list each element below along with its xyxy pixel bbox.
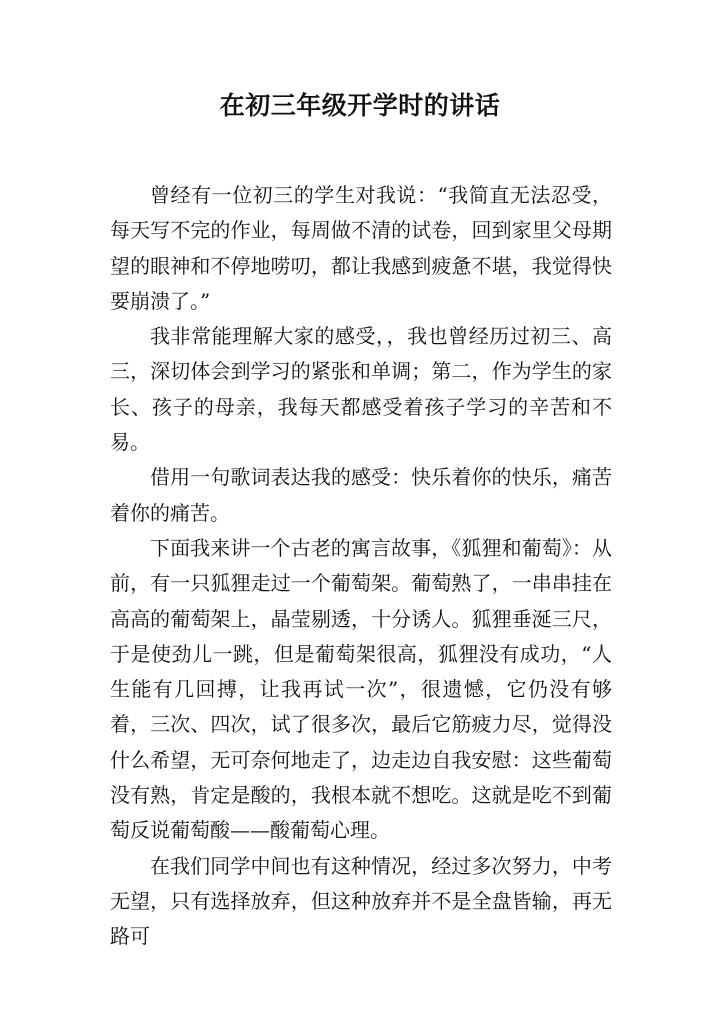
- paragraph: 下面我来讲一个古老的寓言故事，《狐狸和葡萄》：从前，有一只狐狸走过一个葡萄架。葡萄熟了，一串串挂在高高的葡萄架上，晶莹剔透，十分诱人。狐狸垂涎三尺，于是使劲儿一跳，但是葡萄架很高，狐狸没有成功，“人生能有几回搏，让我再试一次”，很遗憾，它仍没有够着，三次、四次，试了很多次，最后它筋疲力尽，觉得没什么希望，无可奈何地走了，边走边自我安慰：这些葡萄没有熟，肯定是酸的，我根本就不想吃。这就是吃不到葡萄反说葡萄酸——酸葡萄心理。: [110, 535, 612, 843]
- paragraph: 曾经有一位初三的学生对我说：“我简直无法忍受，每天写不完的作业，每周做不清的试卷，回到家里父母期望的眼神和不停地唠叨，都让我感到疲惫不堪，我觉得快要崩溃了。”: [110, 183, 612, 313]
- document-title: 在初三年级开学时的讲话: [219, 91, 501, 120]
- paragraph: 我非常能理解大家的感受，，我也曾经历过初三、高三，深切体会到学习的紧张和单调；第二，作为学生的家长、孩子的母亲，我每天都感受着孩子学习的辛苦和不易。: [110, 324, 612, 455]
- paragraph: 借用一句歌词表达我的感受：快乐着你的快乐，痛苦着你的痛苦。: [110, 465, 612, 525]
- document-body: [110, 178, 612, 955]
- paragraph: 在我们同学中间也有这种情况，经过多次努力，中考无望，只有选择放弃，但这种放弃并不是全盘皆输，再无路可: [110, 853, 612, 949]
